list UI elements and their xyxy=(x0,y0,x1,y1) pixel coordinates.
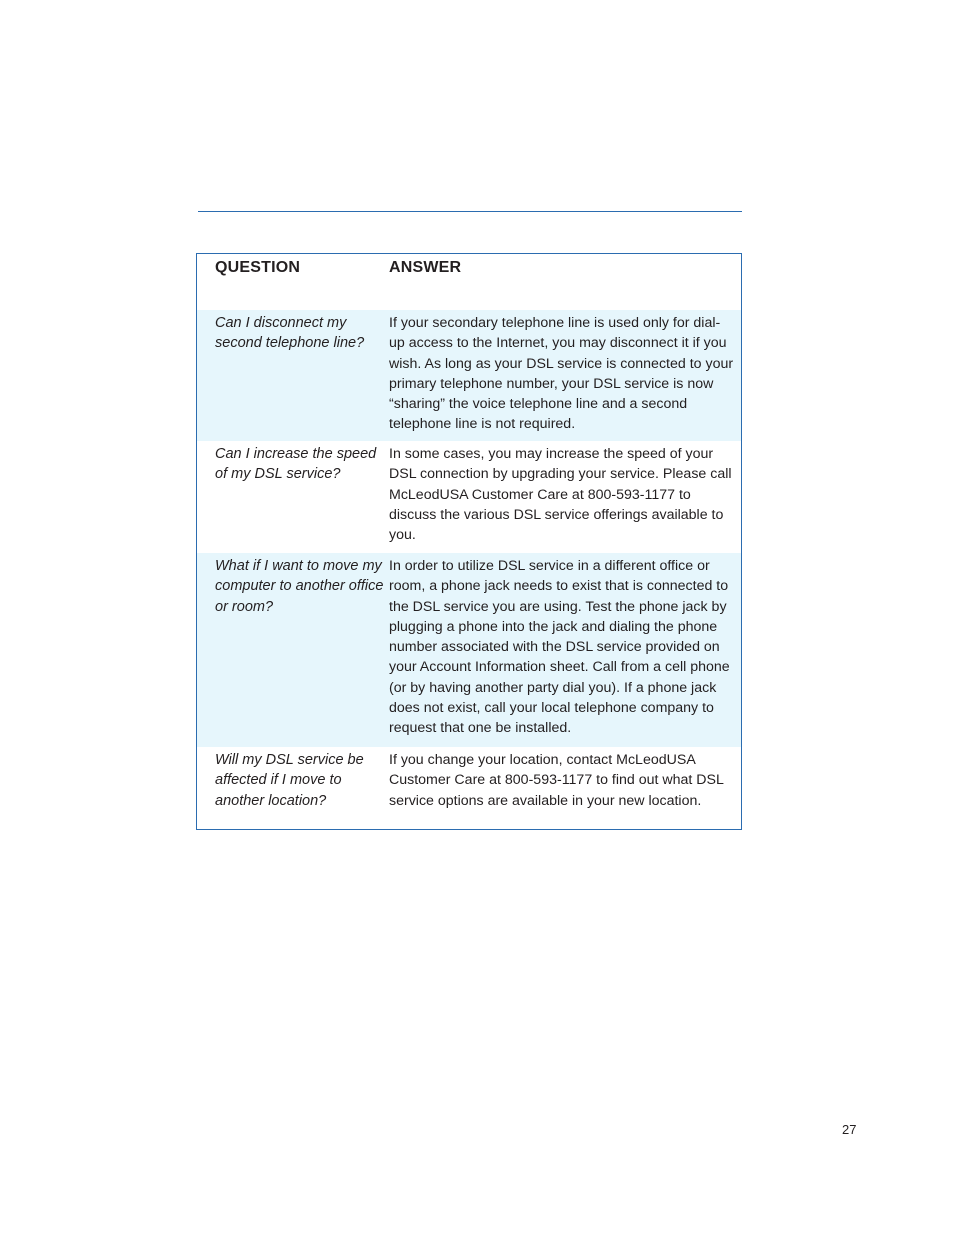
answer-cell: If you change your location, contact McLeodUSA Customer Care at 800-593-1177 to find out what DSL service options are available in your new location. xyxy=(389,752,724,809)
top-divider xyxy=(198,211,742,212)
question-cell: Will my DSL service be affected if I move to another location? xyxy=(215,752,364,809)
answer-cell: If your secondary telephone line is used only for dial-up access to the Internet, you may disconnect it if you wish. As long as your DSL service is connected to your primary telephone number, your DSL service is now “sharing” the voice telephone line and a second telephone line is not required. xyxy=(389,315,734,433)
question-cell: Can I disconnect my second telephone line? xyxy=(215,315,365,352)
question-column-header: QUESTION xyxy=(215,259,301,276)
table-row xyxy=(197,441,741,553)
page-number: 27 xyxy=(842,1122,857,1137)
question-cell: What if I want to move my computer to another office or room? xyxy=(215,558,384,615)
answer-cell: In some cases, you may increase the speed of your DSL connection by upgrading your service. Please call McLeodUSA Customer Care at 800-593-1177 to discuss the various DSL service offerings available to you. xyxy=(389,446,732,544)
table-row xyxy=(197,553,741,747)
faq-table xyxy=(196,253,742,830)
table-row xyxy=(197,747,741,829)
table-row xyxy=(197,310,741,441)
question-cell: Can I increase the speed of my DSL service? xyxy=(215,446,377,483)
table-header-row xyxy=(197,254,741,310)
answer-column-header: ANSWER xyxy=(389,259,462,276)
answer-cell: In order to utilize DSL service in a different office or room, a phone jack needs to exist that is connected to the DSL service you are using. Test the phone jack by plugging a phone into the jack and dialing the phone number associated with the DSL service provided on your Account Information sheet. Call from a cell phone (or by having another party dial you). If a phone jack does not exist, call your local telephone company to request that one be installed. xyxy=(389,558,730,737)
